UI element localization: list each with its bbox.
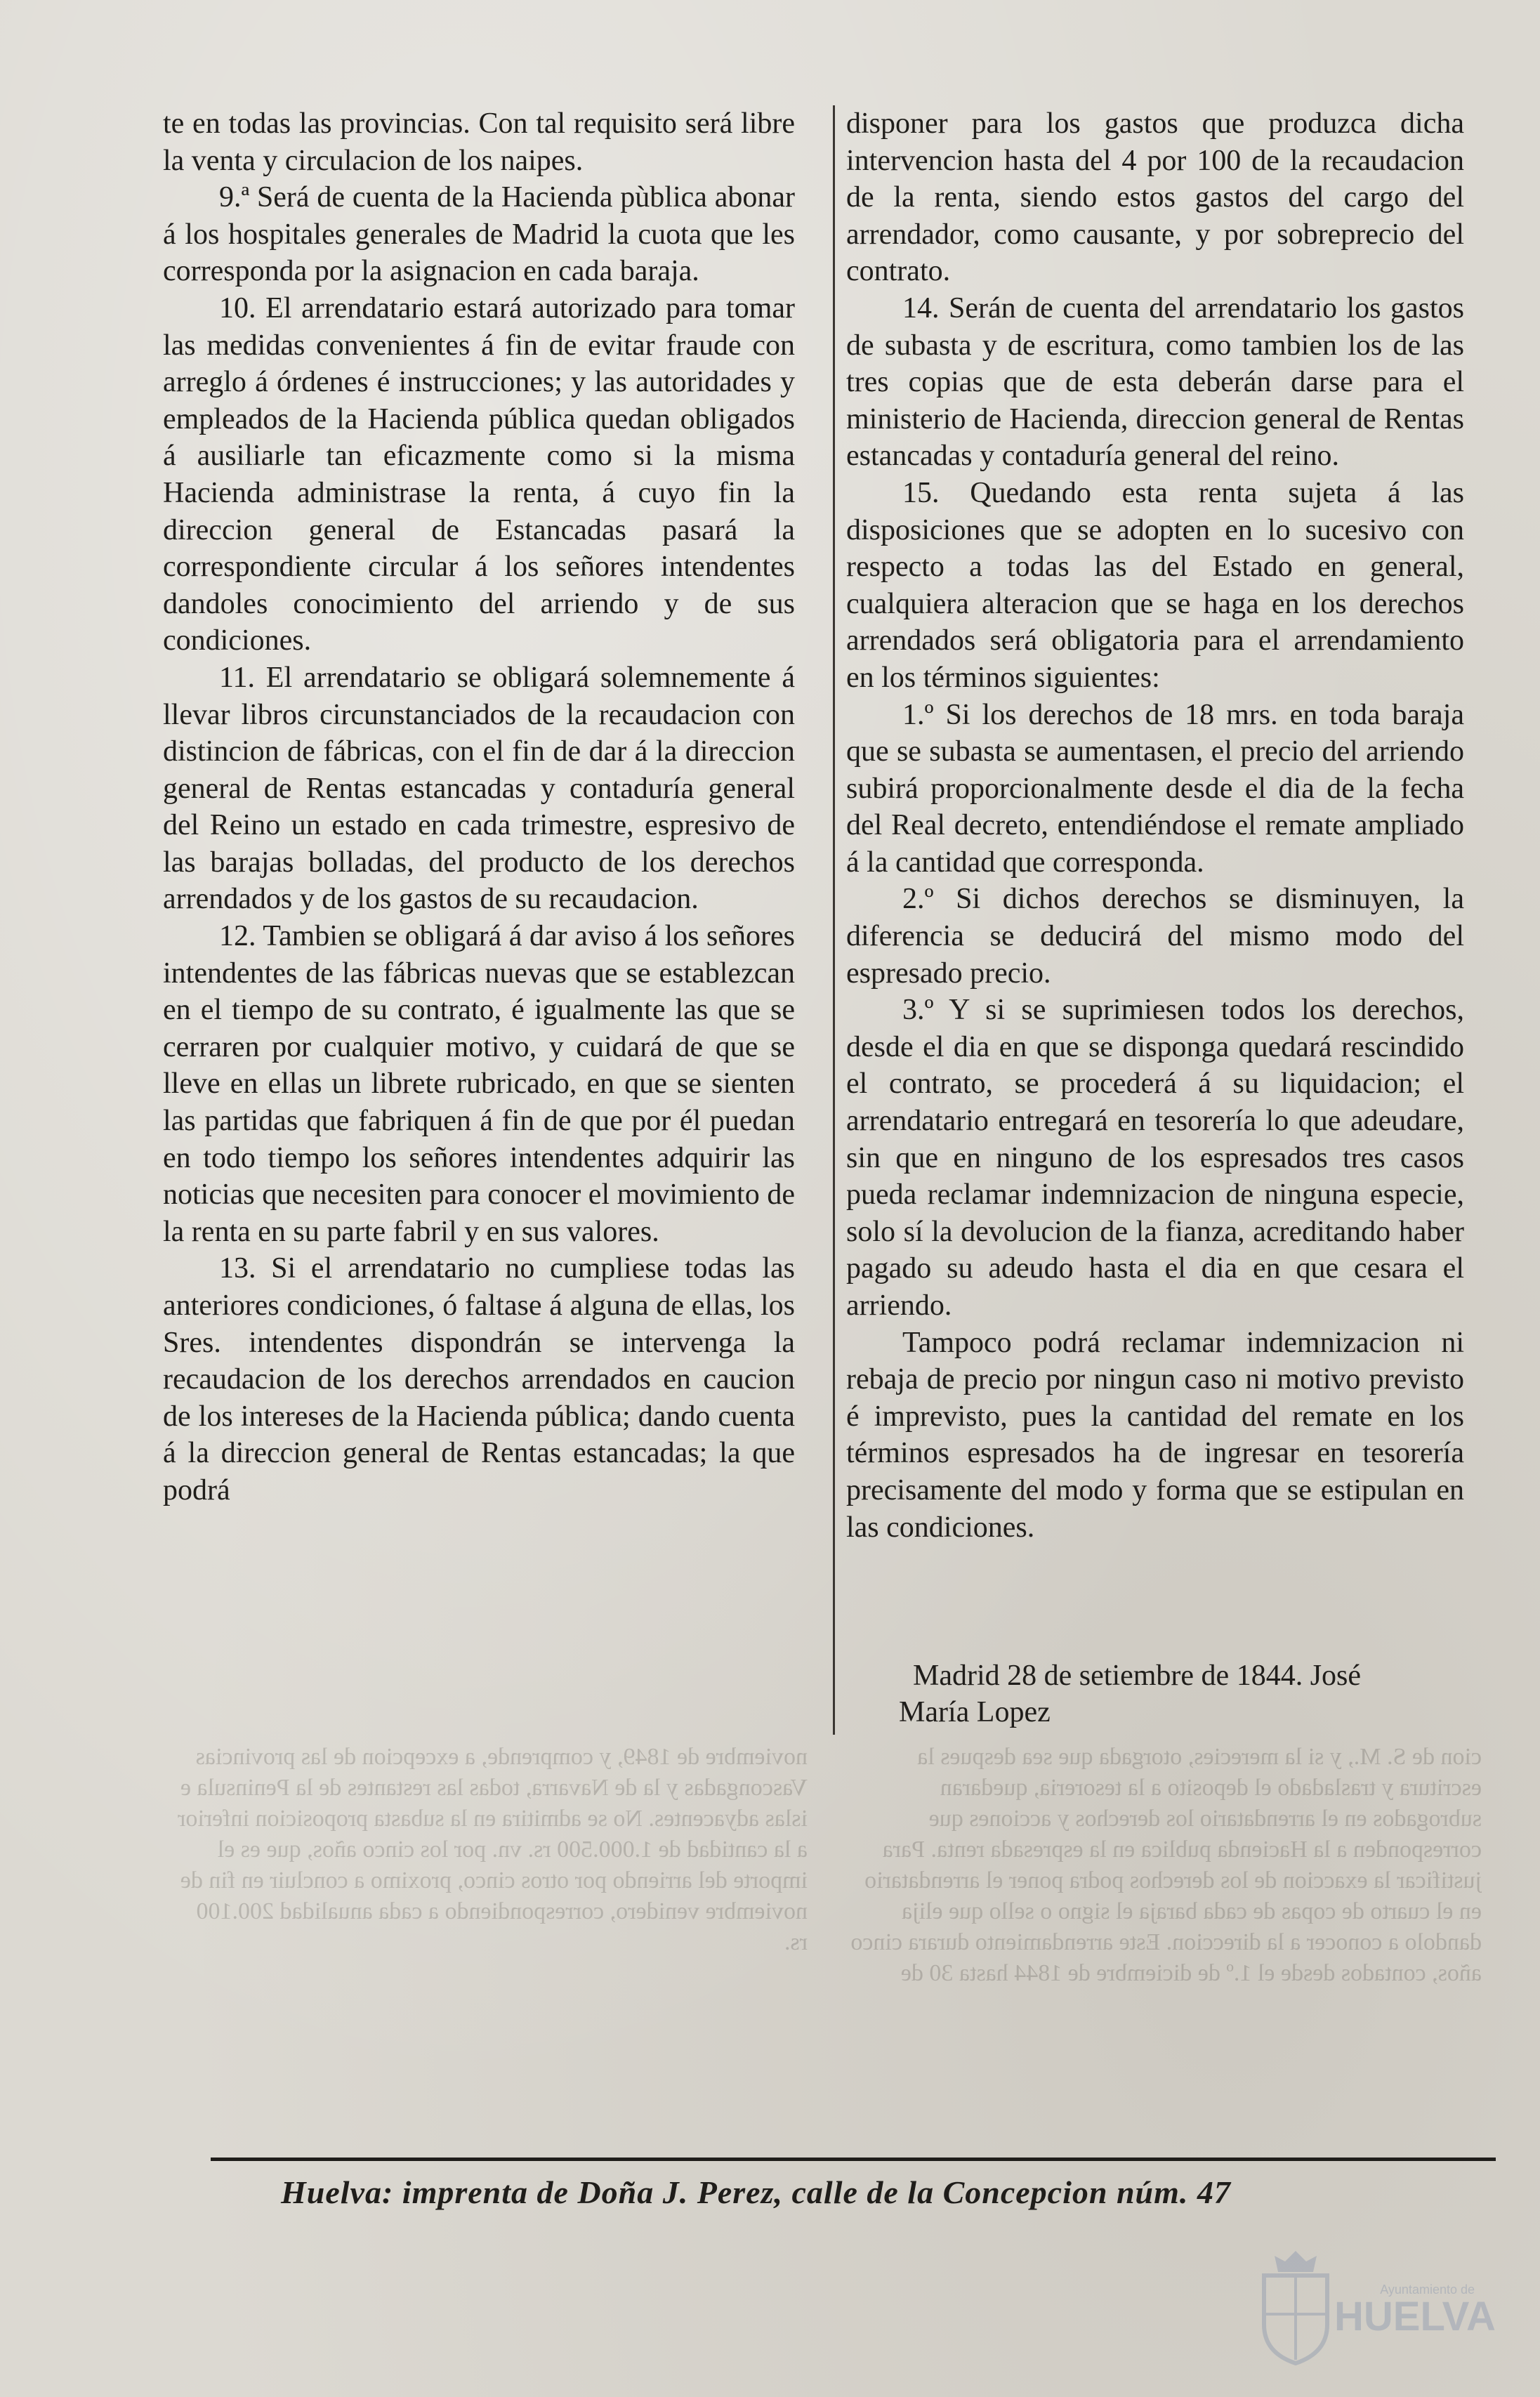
bleed-through-text: cion de S. M., y si la merecies, otorgada que sea despues la escritura y trasladado el deposito a la tesoreria, quedaran subrogados en el arrendatario los derechos y acciones que corresponden a la Hacienda publica en la espresada renta. Para justificar la exaccion de los derechos podra poner el arrendatario en el cuarto de copas de cada baraja el signo o sello que elija dandolo a conocer a la direccion. Este arrendamiento durara cinco años, contados desde el 1.º de diciembre de 1844 hasta 30 de noviembre de 1849, y comprende, a excepcion de las provincias Vascongadas y la de Navarra, todas las restantes de la Peninsula e islas adyacentes. No se admitira en la subasta proposicion inferior a la cantidad de 1.000.500 rs. vn. por los cinco años, que es el importe del arriendo por otros cinco, proximo a concluir en fin de noviembre venidero, correspondiendo a cada anualidad 200.100 rs. — [178, 1744, 1482, 1986]
signature-block — [899, 1657, 1362, 1731]
paragraph-10: 10. El arrendatario estará autorizado para tomar las medidas convenientes á fin de evitar fraude con arreglo á órdenes é instrucciones; y las autoridades y empleados de la Hacienda pública quedan obligados á ausiliarle tan eficazmente como si la misma Hacienda administrase la renta, á cuyo fin la direccion general de Estancadas pasará la correspondiente circular á los señores intendentes dandoles conocimiento del arriendo y de sus condiciones. — [163, 291, 795, 657]
paragraph-12: 12. Tambien se obligará á dar aviso á los señores intendentes de las fábricas nuevas que se establezcan en el tiempo de su contrato, é igualmente las que se cerraren por cualquier motivo, y cuidará de que se lleve en ellas un librete rubricado, en que se sienten las partidas que fabriquen á fin de que por él puedan en todo tiempo los señores intendentes adquirir las noticias que necesiten para conocer el movimiento de la renta en su parte fabril y en sus valores. — [163, 920, 795, 1248]
column-right — [846, 105, 1464, 1693]
signature-date: Madrid 28 de setiembre de 1844. José — [913, 1660, 1362, 1692]
printer-imprint: Huelva: imprenta de Doña J. Perez, calle de la Concepcion núm. 47 — [281, 2174, 1231, 2210]
paragraph-13-continuation: disponer para los gastos que produzca dicha intervencion hasta del 4 por 100 de la recaudacion de la renta, siendo estos gastos del cargo del arrendador, como causante, y por sobreprecio del contrato. — [846, 107, 1464, 288]
paragraph-14: 14. Serán de cuenta del arrendatario los gastos de subasta y de escritura, como tambien los de las tres copias que de esta deberán darse para el ministerio de Hacienda, direccion general de Rentas estancadas y contaduría general del reino. — [846, 291, 1464, 473]
paragraph-11: 11. El arrendatario se obligará solemnemente á llevar libros circunstanciados de la recaudacion con distincion de fábricas, con el fin de dar á la direccion general de Rentas estancadas y contaduría general del Reino un estado en cada trimestre, espresivo de las barajas bolladas, del producto de los derechos arrendados y de los gastos de su recaudacion. — [163, 661, 795, 916]
paragraph-15: 15. Quedando esta renta sujeta á las disposiciones que se adopten en lo sucesivo con respecto a todas las del Estado en general, cualquiera alteracion que se haga en los derechos arrendados será obligatoria para el arrendamiento en los términos siguientes: — [846, 476, 1464, 694]
paragraph-tampoco: Tampoco podrá reclamar indemnizacion ni rebaja de precio por ningun caso ni motivo previsto é imprevisto, pues la cantidad del remate en los términos espresados ha de ingresar en tesorería precisamente del modo y forma que se estipulan en las condiciones. — [846, 1326, 1464, 1544]
watermark-line-1: Ayuntamiento de — [1380, 2283, 1475, 2297]
archive-watermark — [1250, 2247, 1496, 2381]
signature-name: María Lopez — [899, 1696, 1051, 1728]
watermark-line-2: HUELVA — [1334, 2294, 1496, 2339]
paragraph-9: 9.ª Será de cuenta de la Hacienda pùblica abonar á los hospitales generales de Madrid la cuota que les corresponda por la asignacion en cada baraja. — [163, 181, 795, 288]
column-left — [163, 105, 795, 1721]
paragraph-continuation: te en todas las provincias. Con tal requisito será libre la venta y circulacion de los naipes. — [163, 107, 795, 177]
archive-wordmark — [1334, 2283, 1496, 2339]
clause-1: 1.º Si los derechos de 18 mrs. en toda baraja que se subasta se aumentasen, el precio del arriendo subirá proporcionalmente desde el dia de la fecha del Real decreto, entendiéndose el remate ampliado á la cantidad que corresponda. — [846, 698, 1464, 879]
clause-3: 3.º Y si se suprimiesen todos los derechos, desde el dia en que se disponga quedará rescindido el contrato, se procederá á su liquidacion; el arrendatario entregará en tesorería lo que adeudare, sin que en ninguno de los espresados tres casos pueda reclamar indemnizacion de ninguna especie, solo sí la devolucion de la fianza, acreditando haber pagado su adeudo hasta el dia en que cesara el arriendo. — [846, 994, 1464, 1322]
paragraph-13: 13. Si el arrendatario no cumpliese todas las anteriores condiciones, ó faltase á alguna de ellas, los Sres. intendentes dispondrán se intervenga la recaudacion de los derechos arrendados en caucion de los intereses de la Hacienda pública; dando cuenta á la direccion general de Rentas estancadas; la que podrá — [163, 1252, 795, 1506]
column-divider — [833, 105, 835, 1735]
footer-rule — [211, 2158, 1496, 2161]
clause-2: 2.º Si dichos derechos se disminuyen, la diferencia se deducirá del mismo modo del espresado precio. — [846, 883, 1464, 990]
coat-of-arms-icon — [1250, 2247, 1341, 2367]
